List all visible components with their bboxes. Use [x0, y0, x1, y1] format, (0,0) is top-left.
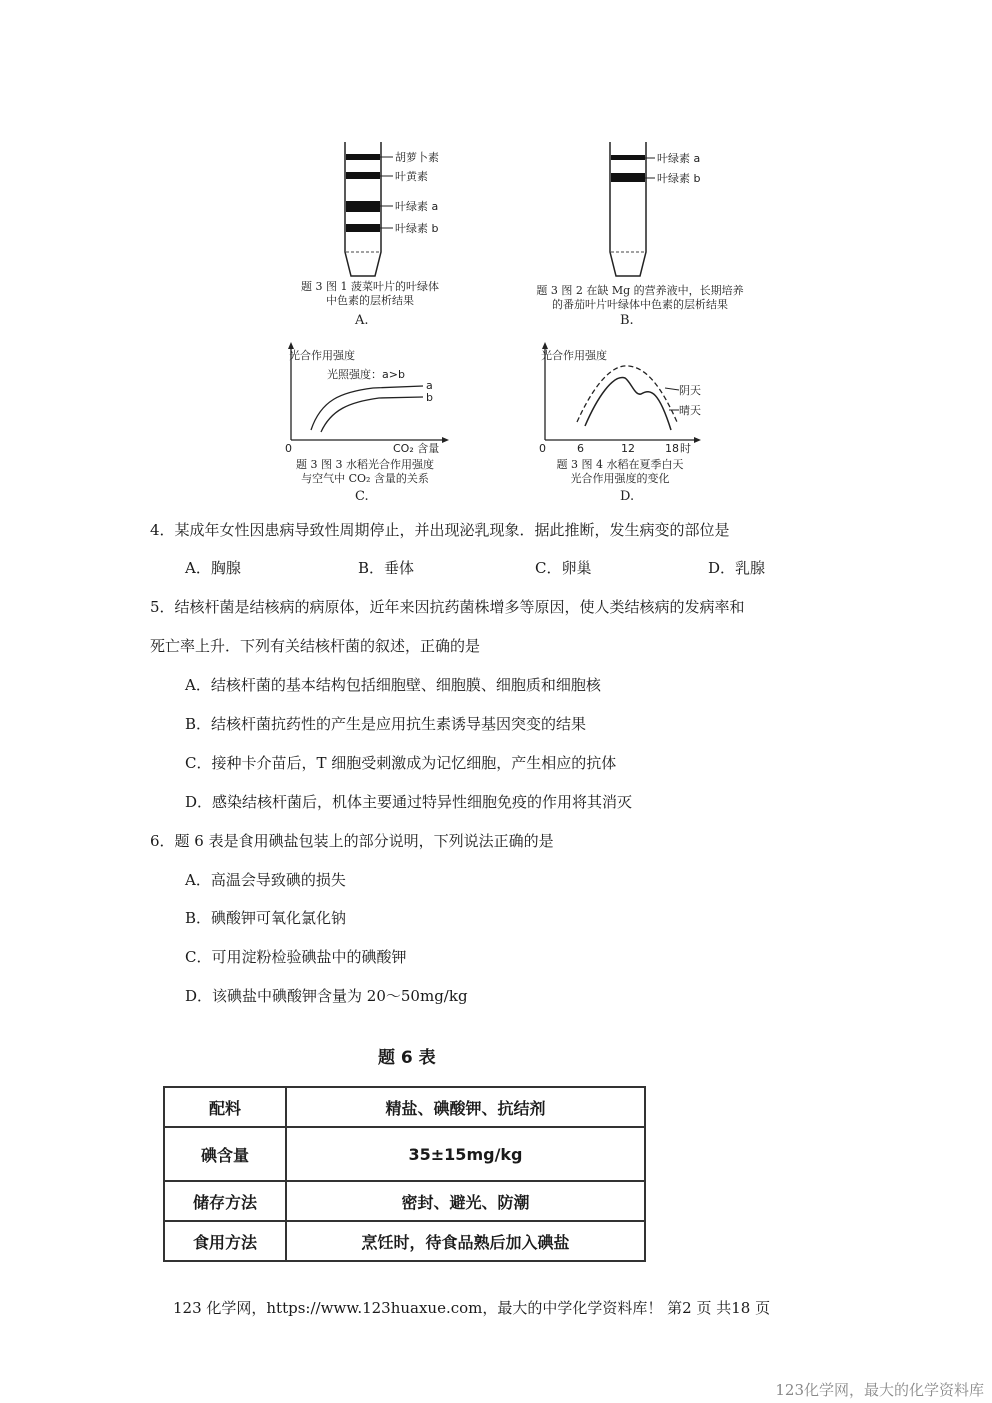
cloudy-label: 阴天: [679, 384, 701, 397]
table-key: 配料: [164, 1087, 286, 1127]
question-5-option-a: A．结核杆菌的基本结构包括细胞壁、细胞膜、细胞质和细胞核: [185, 676, 601, 694]
question-5-option-d: D．感染结核杆菌后，机体主要通过特异性细胞免疫的作用将其消灭: [185, 793, 633, 811]
question-6-option-b: B．碘酸钾可氧化氯化钠: [185, 909, 347, 927]
curve-b-label: b: [426, 391, 433, 404]
curve-a: [311, 386, 423, 430]
question-5-stem-line2: 死亡率上升．下列有关结核杆菌的叙述，正确的是: [150, 637, 481, 655]
band-label: 叶绿素 a: [395, 200, 439, 213]
table-value: 烹饪时，待食品熟后加入碘盐: [286, 1221, 645, 1261]
curve-cloudy: [577, 366, 677, 422]
curve-b: [321, 397, 423, 432]
band-chlorophyll-b: [611, 173, 645, 182]
y-axis-label: 光合作用强度: [289, 349, 355, 362]
iodized-salt-table: [163, 1086, 646, 1262]
figure-d-letter: D.: [620, 489, 635, 504]
table-title: 题 6 表: [378, 1048, 436, 1068]
table-row: [164, 1127, 645, 1181]
figure-b-chromatography: [600, 140, 740, 280]
tick-label: 12: [621, 442, 635, 455]
figure-a-chromatography: [335, 140, 485, 280]
table-key: 食用方法: [164, 1221, 286, 1261]
figure-c-letter: C.: [355, 489, 369, 504]
figure-c-graph: [283, 338, 453, 458]
table-key: 碘含量: [164, 1127, 286, 1181]
figure-d-graph: [537, 338, 707, 458]
band-label: 叶绿素 b: [395, 222, 439, 235]
y-axis-label: 光合作用强度: [541, 349, 607, 362]
table-value: 密封、避光、防潮: [286, 1181, 645, 1221]
question-4-option-b: B．垂体: [358, 559, 415, 577]
band-carotene: [346, 154, 380, 160]
band-chlorophyll-a: [611, 155, 645, 160]
question-4-stem: 4．某成年女性因患病导致性周期停止，并出现泌乳现象．据此推断，发生病变的部位是: [150, 521, 730, 539]
origin-label: 0: [285, 442, 292, 455]
table-row: [164, 1221, 645, 1261]
question-6-stem: 6．题 6 表是食用碘盐包装上的部分说明，下列说法正确的是: [150, 832, 554, 850]
question-4-option-a: A．胸腺: [185, 559, 241, 577]
band-label: 叶黄素: [395, 170, 428, 183]
tick-label: 6: [577, 442, 584, 455]
band-label: 胡萝卜素: [395, 151, 439, 164]
question-6-option-a: A．高温会导致碘的损失: [185, 871, 346, 889]
question-5-option-b: B．结核杆菌抗药性的产生是应用抗生素诱导基因突变的结果: [185, 715, 587, 733]
figure-a-letter: A.: [355, 313, 369, 328]
curve-a-label: a: [426, 379, 433, 392]
figure-b-letter: B.: [620, 313, 634, 328]
question-4-option-d: D．乳腺: [708, 559, 766, 577]
sunny-label: 晴天: [679, 404, 701, 417]
band-label: 叶绿素 b: [657, 172, 701, 185]
table-row: [164, 1181, 645, 1221]
table-row: [164, 1087, 645, 1127]
figure-c-caption: 题 3 图 3 水稻光合作用强度 与空气中 CO₂ 含量的关系: [296, 458, 434, 485]
table-value: 35±15mg/kg: [286, 1127, 645, 1181]
band-label: 叶绿素 a: [657, 152, 701, 165]
figure-a-caption: 题 3 图 1 菠菜叶片的叶绿体 中色素的层析结果: [301, 280, 439, 307]
question-5-option-c: C．接种卡介苗后，T 细胞受刺激成为记忆细胞，产生相应的抗体: [185, 754, 617, 772]
origin-label: 0: [539, 442, 546, 455]
tick-unit: 时: [680, 442, 691, 455]
question-6-option-c: C．可用淀粉检验碘盐中的碘酸钾: [185, 948, 407, 966]
page-footer: 123 化学网，https://www.123huaxue.com，最大的中学化学资料库！ 第2 页 共18 页: [173, 1299, 771, 1317]
table-value: 精盐、碘酸钾、抗结剂: [286, 1087, 645, 1127]
light-note: 光照强度：a>b: [327, 368, 405, 381]
tick-label: 18: [665, 442, 679, 455]
site-watermark: 123化学网，最大的化学资料库: [775, 1381, 984, 1399]
question-5-stem-line1: 5．结核杆菌是结核病的病原体，近年来因抗药菌株增多等原因，使人类结核病的发病率和: [150, 598, 745, 616]
figure-b-caption: 题 3 图 2 在缺 Mg 的营养液中，长期培养 的番茄叶片叶绿体中色素的层析结果: [536, 284, 744, 311]
question-4-option-c: C．卵巢: [535, 559, 592, 577]
table-key: 储存方法: [164, 1181, 286, 1221]
band-chlorophyll-b: [346, 224, 380, 232]
band-xanthophyll: [346, 172, 380, 179]
band-chlorophyll-a: [346, 201, 380, 212]
x-axis-label: CO₂ 含量: [393, 442, 440, 455]
question-6-option-d: D．该碘盐中碘酸钾含量为 20～50mg/kg: [185, 987, 468, 1005]
figure-d-caption: 题 3 图 4 水稻在夏季白天 光合作用强度的变化: [556, 458, 684, 485]
